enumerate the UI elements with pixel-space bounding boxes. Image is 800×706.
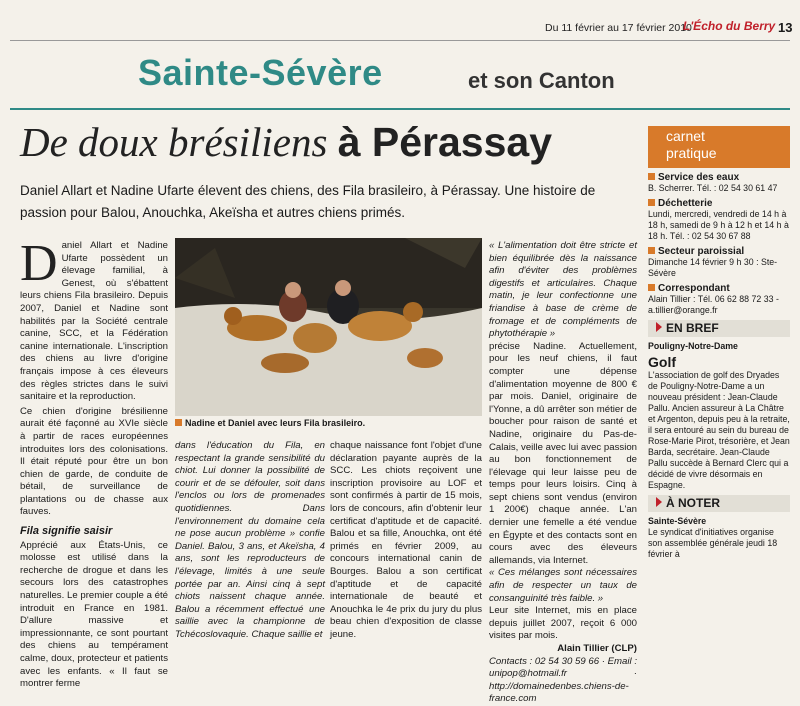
carnet-item-title-text: Service des eaux [658,172,740,183]
section-title: Sainte-Sévère [138,52,383,93]
carnet-marker [648,173,655,180]
carnet-marker [648,247,655,254]
sidebar [648,126,790,557]
photo-caption-text: Nadine et Daniel avec leurs Fila brasileiro. [185,418,366,428]
a-noter-label: À NOTER [666,496,720,510]
article-lede: Daniel Allart et Nadine Ufarte élevent des chiens, des Fila brasileiro, à Pérassay. Une histoire de passion pour Balou, Anouchka, Akeïsha et autres chiens primés. [20,183,596,220]
carnet-item-title [648,246,790,257]
carnet-item [648,246,790,279]
carnet-item-title-text: Correspondant [658,283,730,294]
carnet-item-title-text: Déchetterie [658,198,713,209]
newspaper-name: L'Écho du Berry [683,19,776,33]
carnet-item-title [648,198,790,209]
carnet-title-line-1: carnet [666,128,705,144]
issue-date: Du 11 février au 17 février 2010 [545,22,692,34]
carnet-item-text: Lundi, mercredi, vendredi de 14 h à 18 h, samedi de 9 h à 12 h et 14 h à 18 h. Tél. : 02 54 30 67 88 [648,209,789,241]
carnet-pratique-banner [648,126,790,168]
caption-marker [175,419,182,426]
carnet-item-title [648,172,790,183]
column-4-paragraph-2: Leur site Internet, mis en place depuis juillet 2007, reçoit 6 000 visites par mois. [489,605,637,642]
photo-illustration [175,238,482,416]
column-1-paragraph-3: Apprécié aux États-Unis, ce molosse est utilisé dans la recherche de drogue et dans les secours lors des catastrophes naturelles. Le premier couple a été introduit en France en 1981. D'allure massive et impressionnante, ce sont pourtant des chiens au tempérament calme, doux, protecteur et patients avec les enfants. « Il faut se montrer ferme [20,539,168,690]
carnet-item-text: Alain Tillier : Tél. 06 62 88 72 33 - a.tillier@orange.fr [648,294,779,315]
carnet-title [666,128,717,162]
column-4-quote: « L'alimentation doit être stricte et bien équilibrée dès la naissance afin d'éviter des problèmes digestifs et articulaires. Chaque matin, je leur confectionne une friandise à base de crème de fromage et de compléments de phytothérapie » [489,240,637,340]
header-rule [10,40,790,41]
carnet-title-line-2: pratique [666,145,717,161]
article-column-3: chaque naissance font l'objet d'une déclaration payante auprès de la SCC. Les chiots reçoivent une inscription provisoire au LOF et sont confirmés à partir de 15 mois, lors de concours, afin d'obtenir leur certificat d'aptitude et de capacité. Balou et sa fille, Anouchka, ont été primés en février 2009, au concours international canin de Bourges. Balou a son certificat d'aptitude et de capacité internationale de beauté et Anouchka le 4e prix du jury du plus beau chien d'exposition de classe jeune. [330,440,482,640]
article-headline [20,118,552,166]
bref-place: Pouligny-Notre-Dame [648,341,738,351]
carnet-marker [648,199,655,206]
en-bref-header [648,320,790,337]
section-subtitle: et son Canton [468,68,615,93]
carnet-item [648,198,790,242]
headline-part-2: à Pérassay [337,119,553,165]
carnet-item-title [648,283,790,294]
section-rule [10,108,790,110]
article-subhead: Fila signifie saisir [20,525,113,538]
dropcap: D [20,235,58,292]
carnet-item-text: B. Scherrer. Tél. : 02 54 30 61 47 [648,183,778,193]
triangle-icon [656,322,662,332]
a-noter-header [648,495,790,512]
article-photo [175,238,482,416]
carnet-item [648,172,790,194]
column-1-paragraph-2: Ce chien d'origine brésilienne aurait été façonné au XVIe siècle à partir de races européennes introduites lors des colonisations. Il était réputé pour être un bon chien de garde, de conduite de bétail, de surveillance de plantations ou de chasse aux fauves. [20,405,168,518]
carnet-item-title-text: Secteur paroissial [658,246,745,257]
headline-part-1: De doux brésiliens [20,119,328,165]
carnet-marker [648,284,655,291]
en-bref-label: EN BREF [666,321,719,335]
article-credit: Alain Tillier (CLP) [557,643,637,654]
triangle-icon [656,497,662,507]
article-column-4 [489,240,637,705]
photo-caption [175,418,365,428]
noter-place: Sainte-Sévère [648,516,707,526]
column-1-paragraph-1: aniel Allart et Nadine Ufarte possèdent un élevage familial, à Genest, où s'ébattent leurs chiens Fila brasileiro. Depuis 2007, Daniel et Nadine sont habilités par la Société centrale canine, SCC, et la Fédération canine internationale. L'inscription des chiens au livre d'origine français impose à ces éleveurs des règles strictes dans le suivi sanitaire et la reproduction. [20,240,168,403]
article-column-2: dans l'éducation du Fila, en respectant la grande sensibilité du chiot. Lui donner la possibilité de courir et de se défouler, soit dans l'enclos ou lors de promenades quotidiennes. Dans l'environnement du domaine cela ne pose aucun problème » confie Daniel. Balou, 3 ans, et Akeïsha, 4 ans, sont les reproducteurs de l'élevage, limités à une seule portée par an. Ainsi cinq à sept chiots naissent chaque année. Balou a récemment effectué une saillie avec la championne de Tchécoslovaquie. Chaque saillie et [175,440,325,640]
column-4-quote-2: « Ces mélanges sont nécessaires afin de respecter un taux de consanguinité très faible. » [489,567,637,604]
article-contacts: Contacts : 02 54 30 59 66 · Email : unipop@hotmail.fr · http://domainedenbes.chiens-de-france.com [489,655,637,705]
bref-title: Golf [648,354,676,370]
page-number: 13 [778,20,793,35]
column-4-paragraph-1: précise Nadine. Actuellement, pour les neuf chiens, il faut compter une dépense d'alimentation moyenne de 800 € par mois. Daniel, originaire de l'Yonne, a dû arrêter son métier de boucher pour raison de santé et Nadine, originaire du Pas-de-Calais, veille avec lui avec passion au bon fonctionnement de l'élevage qui leur laisse peu de temps pour leurs loisirs. Cinq à sept chiens sont vendus (environ 1 200€) chaque année. L'an dernier une femelle a été vendue en Égypte et des contacts sont en cours avec des éleveurs allemands, via Internet. [489,340,637,566]
bref-text: L'association de golf des Dryades de Pouligny-Notre-Dame a un nouveau président : Jean-Claude Pallu. Ancien assureur à La Châtre et Argenton, depuis peu à la retraite, il sera entouré au sein du bureau de Rose-Marie Pirot, trésorière, et Jean Barda, secrétaire. Jean-Claude Pallu succède à Bernard Clerc qui a décidé de vivre désormais en Espagne. [648,370,790,490]
noter-text: Le syndicat d'initiatives organise son assemblée générale jeudi 18 février à [648,527,778,559]
carnet-item [648,283,790,316]
article-column-1 [20,235,168,690]
carnet-item-text: Dimanche 14 février 9 h 30 : Ste-Sévère [648,257,778,278]
